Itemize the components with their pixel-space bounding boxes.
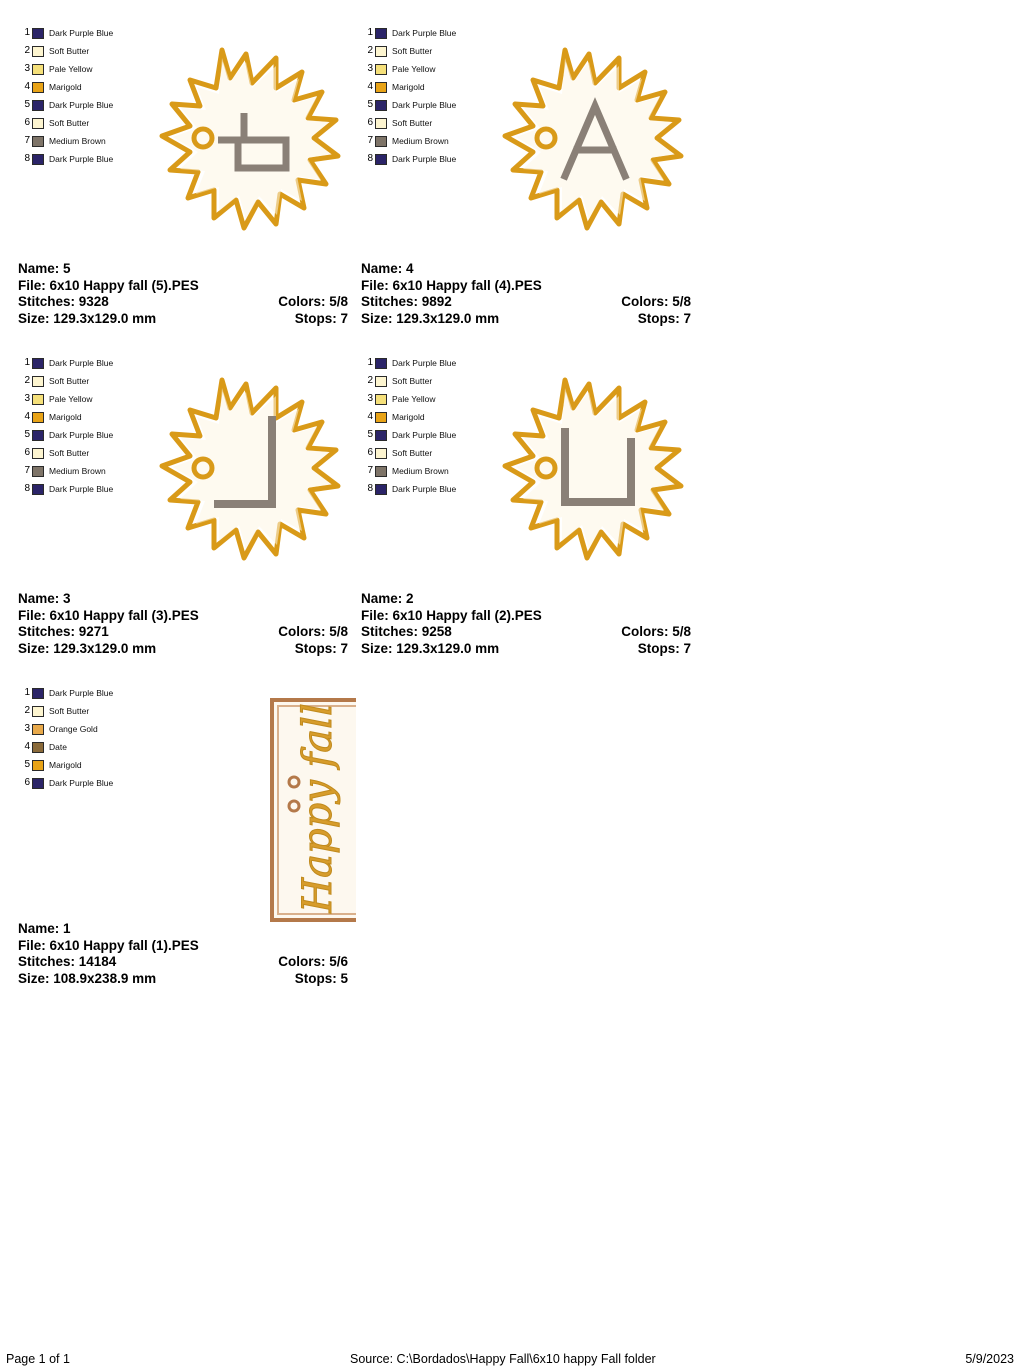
design-file: File: 6x10 Happy fall (3).PES: [18, 607, 199, 623]
legend-number: 8: [24, 483, 30, 494]
legend-number: 3: [367, 63, 373, 74]
legend-color-name: Pale Yellow: [392, 394, 436, 404]
legend-color-name: Soft Butter: [392, 46, 433, 56]
design-grid: [18, 18, 1008, 1008]
design-name: Name: 5: [18, 261, 71, 276]
design-file: File: 6x10 Happy fall (5).PES: [18, 277, 199, 293]
design-stops: Stops: 5: [294, 970, 348, 986]
legend-color-swatch: [32, 82, 44, 93]
design-card: [361, 18, 704, 348]
legend-color-name: Dark Purple Blue: [392, 28, 457, 38]
legend-color-swatch: [32, 448, 44, 459]
page-number: Page 1 of 1: [6, 1352, 70, 1366]
design-name: Name: 4: [361, 261, 414, 276]
legend-number: 3: [367, 393, 373, 404]
design-preview-leaf-l: [126, 358, 356, 593]
design-info: [361, 591, 691, 657]
legend-color-swatch: [32, 394, 44, 405]
legend-color-swatch: [32, 778, 44, 789]
legend-color-swatch: [32, 358, 44, 369]
legend-color-name: Dark Purple Blue: [49, 688, 114, 698]
design-size: Size: 108.9x238.9 mm: [18, 970, 157, 986]
legend-number: 7: [24, 135, 30, 146]
design-colors: Colors: 5/8: [621, 294, 691, 309]
legend-number: 6: [24, 447, 30, 458]
legend-number: 4: [24, 411, 30, 422]
design-file: File: 6x10 Happy fall (4).PES: [361, 277, 542, 293]
legend-number: 2: [24, 45, 30, 56]
design-name: Name: 2: [361, 591, 414, 606]
legend-color-swatch: [32, 46, 44, 57]
legend-number: 8: [367, 483, 373, 494]
legend-color-swatch: [375, 82, 387, 93]
legend-color-swatch: [32, 760, 44, 771]
legend-color-swatch: [375, 466, 387, 477]
legend-color-swatch: [32, 28, 44, 39]
design-size: Size: 129.3x129.0 mm: [361, 310, 500, 326]
legend-color-swatch: [32, 376, 44, 387]
design-stitches: Stitches: 9328: [18, 294, 109, 309]
design-stops: Stops: 7: [294, 640, 348, 656]
legend-color-name: Soft Butter: [49, 118, 90, 128]
legend-number: 8: [24, 153, 30, 164]
legend-number: 3: [24, 393, 30, 404]
design-size: Size: 129.3x129.0 mm: [18, 640, 157, 656]
legend-number: 2: [24, 705, 30, 716]
design-colors: Colors: 5/8: [621, 624, 691, 639]
legend-color-name: Marigold: [392, 412, 425, 422]
design-stops: Stops: 7: [637, 640, 691, 656]
legend-number: 4: [24, 741, 30, 752]
legend-color-name: Medium Brown: [392, 466, 449, 476]
legend-color-swatch: [32, 706, 44, 717]
legend-color-swatch: [375, 376, 387, 387]
legend-color-name: Dark Purple Blue: [49, 28, 114, 38]
legend-number: 5: [367, 99, 373, 110]
legend-color-name: Soft Butter: [392, 448, 433, 458]
design-name: Name: 3: [18, 591, 71, 606]
design-preview-banner: [126, 688, 356, 923]
design-name: Name: 1: [18, 921, 71, 936]
design-stitches: Stitches: 9892: [361, 294, 452, 309]
design-preview-leaf-a: [469, 28, 699, 263]
legend-color-swatch: [375, 412, 387, 423]
legend-number: 1: [24, 357, 30, 368]
legend-color-name: Medium Brown: [392, 136, 449, 146]
legend-color-swatch: [32, 136, 44, 147]
legend-color-name: Marigold: [49, 82, 82, 92]
legend-color-swatch: [375, 154, 387, 165]
legend-color-swatch: [375, 394, 387, 405]
legend-color-name: Medium Brown: [49, 136, 106, 146]
legend-color-name: Dark Purple Blue: [49, 100, 114, 110]
legend-number: 4: [367, 411, 373, 422]
legend-color-name: Medium Brown: [49, 466, 106, 476]
legend-color-name: Dark Purple Blue: [49, 430, 114, 440]
legend-number: 8: [367, 153, 373, 164]
legend-color-name: Marigold: [392, 82, 425, 92]
legend-color-name: Dark Purple Blue: [392, 430, 457, 440]
legend-color-swatch: [32, 412, 44, 423]
design-card: [361, 348, 704, 678]
legend-color-name: Dark Purple Blue: [49, 154, 114, 164]
legend-color-name: Soft Butter: [49, 46, 90, 56]
design-file: File: 6x10 Happy fall (1).PES: [18, 937, 199, 953]
legend-color-name: Date: [49, 742, 67, 752]
design-colors: Colors: 5/8: [278, 294, 348, 309]
legend-color-swatch: [32, 466, 44, 477]
legend-color-swatch: [375, 358, 387, 369]
design-info: [361, 261, 691, 327]
legend-color-swatch: [375, 100, 387, 111]
legend-number: 5: [24, 429, 30, 440]
legend-color-swatch: [32, 100, 44, 111]
design-colors: Colors: 5/8: [278, 624, 348, 639]
legend-color-name: Dark Purple Blue: [392, 154, 457, 164]
design-card: [18, 348, 361, 678]
legend-number: 4: [367, 81, 373, 92]
legend-number: 6: [367, 447, 373, 458]
legend-color-swatch: [32, 154, 44, 165]
svg-text:Happy fall: Happy fall: [295, 703, 341, 913]
legend-color-swatch: [375, 430, 387, 441]
legend-number: 1: [367, 357, 373, 368]
legend-number: 7: [367, 135, 373, 146]
legend-color-swatch: [32, 484, 44, 495]
legend-color-swatch: [375, 118, 387, 129]
design-info: [18, 591, 348, 657]
design-stops: Stops: 7: [637, 310, 691, 326]
design-preview-leaf-f: [126, 28, 356, 263]
design-preview-leaf-l-alt: [469, 358, 699, 593]
design-info: [18, 921, 348, 987]
legend-color-name: Marigold: [49, 760, 82, 770]
legend-color-swatch: [32, 118, 44, 129]
legend-number: 3: [24, 723, 30, 734]
legend-color-swatch: [375, 46, 387, 57]
legend-color-swatch: [375, 64, 387, 75]
legend-color-name: Dark Purple Blue: [49, 358, 114, 368]
legend-color-name: Marigold: [49, 412, 82, 422]
design-size: Size: 129.3x129.0 mm: [361, 640, 500, 656]
legend-number: 4: [24, 81, 30, 92]
legend-color-name: Pale Yellow: [49, 394, 93, 404]
legend-number: 1: [24, 27, 30, 38]
legend-color-name: Soft Butter: [49, 448, 90, 458]
design-card: [18, 18, 361, 348]
legend-number: 6: [24, 117, 30, 128]
legend-number: 2: [367, 375, 373, 386]
legend-color-name: Soft Butter: [392, 376, 433, 386]
design-stitches: Stitches: 9271: [18, 624, 109, 639]
design-stitches: Stitches: 9258: [361, 624, 452, 639]
design-stitches: Stitches: 14184: [18, 954, 117, 969]
legend-color-name: Dark Purple Blue: [392, 100, 457, 110]
design-card: [18, 678, 361, 1008]
legend-color-name: Dark Purple Blue: [49, 778, 114, 788]
legend-number: 5: [367, 429, 373, 440]
legend-color-swatch: [375, 136, 387, 147]
legend-color-name: Orange Gold: [49, 724, 98, 734]
legend-number: 1: [24, 687, 30, 698]
legend-number: 2: [367, 45, 373, 56]
legend-number: 6: [367, 117, 373, 128]
legend-number: 3: [24, 63, 30, 74]
design-stops: Stops: 7: [294, 310, 348, 326]
legend-color-name: Dark Purple Blue: [49, 484, 114, 494]
print-date: 5/9/2023: [965, 1352, 1014, 1366]
legend-color-name: Pale Yellow: [49, 64, 93, 74]
legend-color-swatch: [375, 448, 387, 459]
legend-number: 5: [24, 759, 30, 770]
legend-color-name: Soft Butter: [392, 118, 433, 128]
legend-color-name: Dark Purple Blue: [392, 358, 457, 368]
legend-number: 7: [367, 465, 373, 476]
legend-number: 2: [24, 375, 30, 386]
legend-number: 5: [24, 99, 30, 110]
design-size: Size: 129.3x129.0 mm: [18, 310, 157, 326]
legend-color-swatch: [32, 724, 44, 735]
legend-color-name: Dark Purple Blue: [392, 484, 457, 494]
legend-color-swatch: [375, 484, 387, 495]
legend-number: 1: [367, 27, 373, 38]
legend-color-swatch: [375, 28, 387, 39]
legend-color-swatch: [32, 742, 44, 753]
design-colors: Colors: 5/6: [278, 954, 348, 969]
legend-color-name: Soft Butter: [49, 706, 90, 716]
legend-number: 6: [24, 777, 30, 788]
legend-color-name: Pale Yellow: [392, 64, 436, 74]
source-path: Source: C:\Bordados\Happy Fall\6x10 happy Fall folder: [350, 1352, 656, 1366]
design-info: [18, 261, 348, 327]
legend-color-swatch: [32, 688, 44, 699]
legend-color-swatch: [32, 64, 44, 75]
legend-number: 7: [24, 465, 30, 476]
legend-color-swatch: [32, 430, 44, 441]
legend-color-name: Soft Butter: [49, 376, 90, 386]
design-file: File: 6x10 Happy fall (2).PES: [361, 607, 542, 623]
